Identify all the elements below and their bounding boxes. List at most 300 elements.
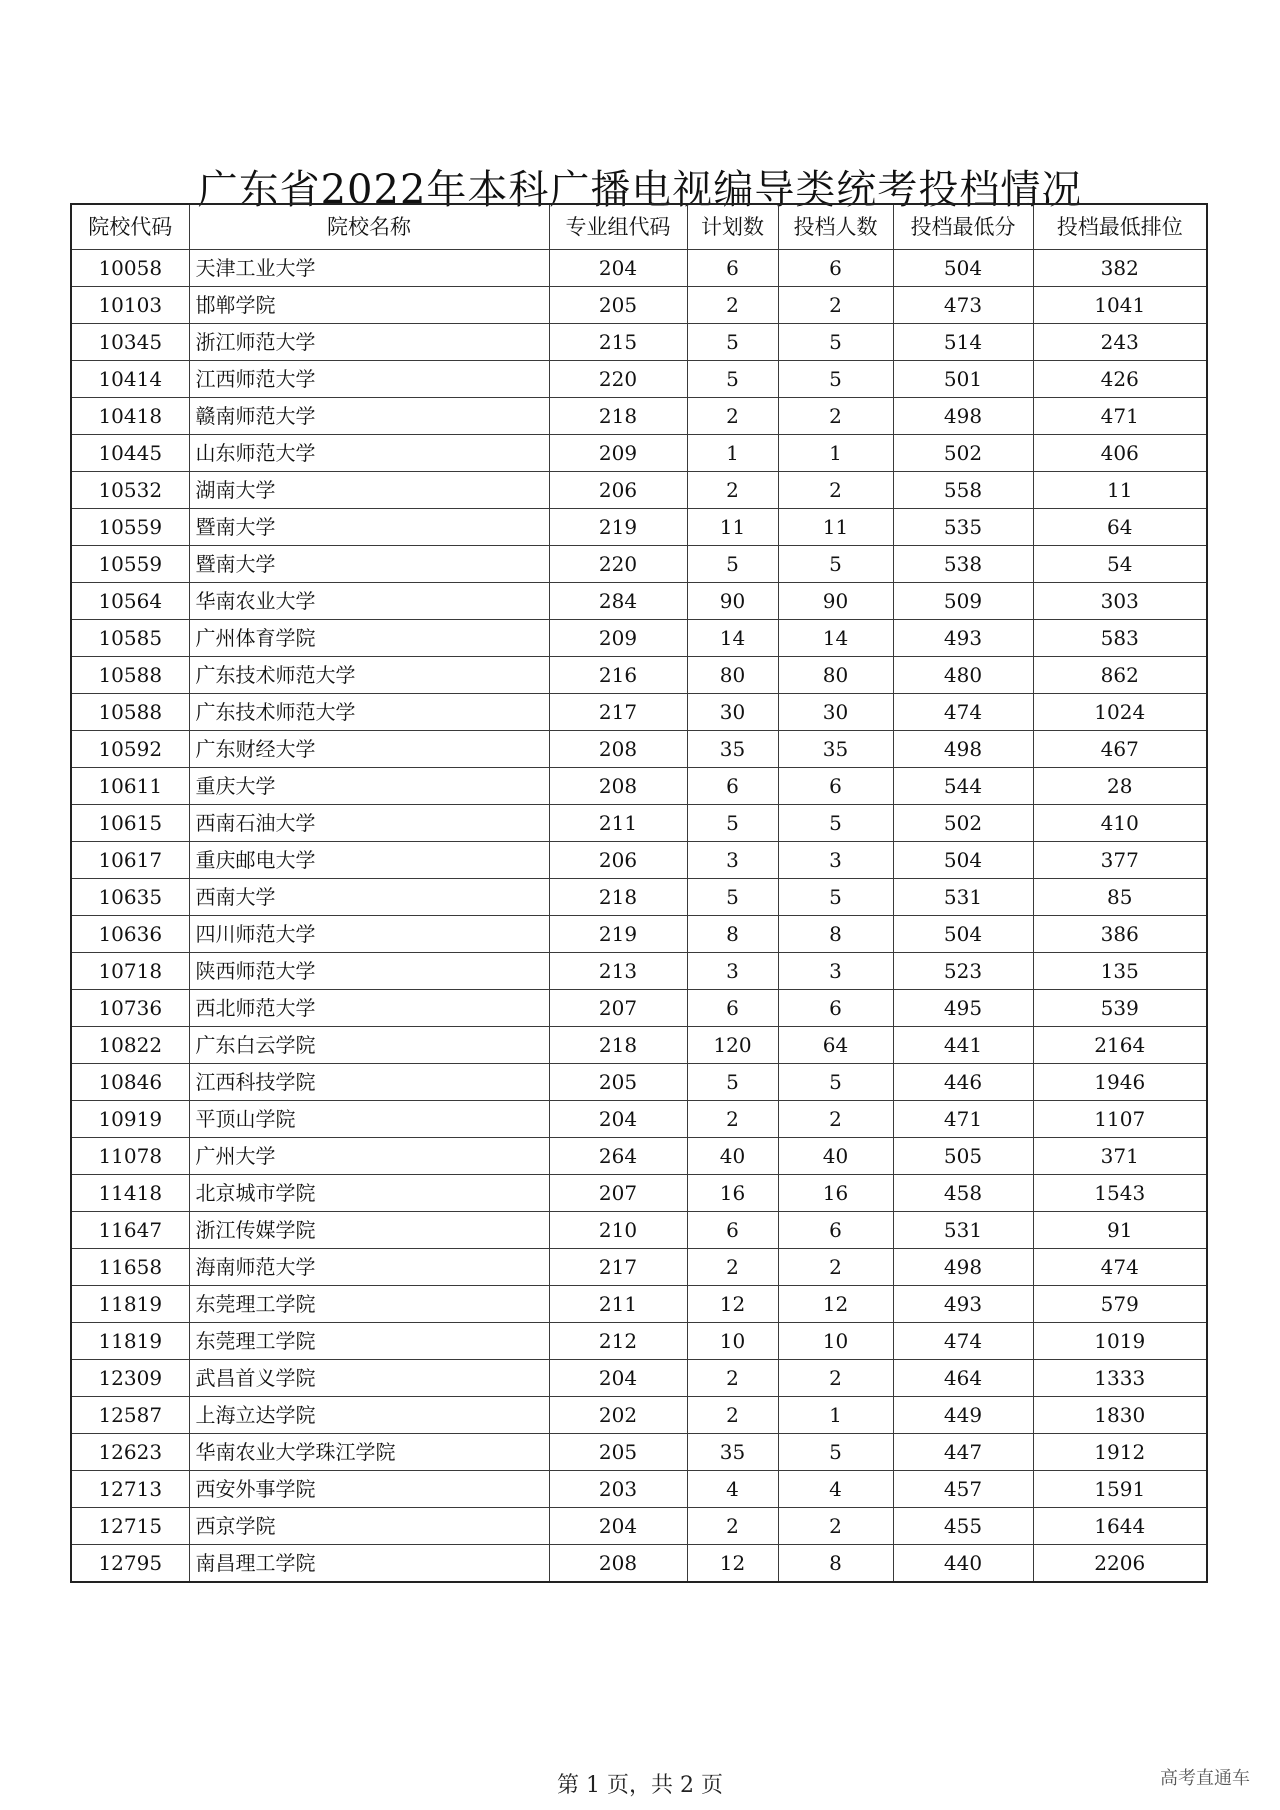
cell-admitted-count: 5 <box>778 805 893 842</box>
cell-plan-count: 6 <box>687 1212 778 1249</box>
cell-school-name: 浙江师范大学 <box>189 324 549 361</box>
cell-min-rank: 539 <box>1033 990 1207 1027</box>
cell-admitted-count: 5 <box>778 1434 893 1471</box>
cell-admitted-count: 3 <box>778 953 893 990</box>
cell-min-score: 498 <box>893 398 1033 435</box>
cell-min-rank: 386 <box>1033 916 1207 953</box>
table-row <box>71 805 1207 842</box>
cell-group-code: 208 <box>549 1545 687 1583</box>
cell-admitted-count: 2 <box>778 398 893 435</box>
cell-min-score: 514 <box>893 324 1033 361</box>
cell-min-rank: 1333 <box>1033 1360 1207 1397</box>
cell-group-code: 220 <box>549 546 687 583</box>
cell-school-name: 西南大学 <box>189 879 549 916</box>
cell-school-name: 重庆大学 <box>189 768 549 805</box>
cell-group-code: 218 <box>549 879 687 916</box>
table-row <box>71 1027 1207 1064</box>
cell-school-name: 西南石油大学 <box>189 805 549 842</box>
cell-min-score: 447 <box>893 1434 1033 1471</box>
brand-watermark: 高考直通车 <box>1160 1768 1250 1789</box>
table-row <box>71 1471 1207 1508</box>
cell-school-name: 天津工业大学 <box>189 250 549 287</box>
table-row <box>71 842 1207 879</box>
cell-admitted-count: 11 <box>778 509 893 546</box>
cell-group-code: 207 <box>549 1175 687 1212</box>
cell-school-name: 平顶山学院 <box>189 1101 549 1138</box>
cell-min-score: 474 <box>893 694 1033 731</box>
cell-plan-count: 80 <box>687 657 778 694</box>
cell-plan-count: 5 <box>687 879 778 916</box>
cell-min-rank: 1946 <box>1033 1064 1207 1101</box>
cell-min-score: 471 <box>893 1101 1033 1138</box>
cell-min-score: 502 <box>893 805 1033 842</box>
cell-school-code: 10822 <box>71 1027 189 1064</box>
cell-admitted-count: 4 <box>778 1471 893 1508</box>
cell-group-code: 211 <box>549 805 687 842</box>
cell-school-code: 10445 <box>71 435 189 472</box>
cell-group-code: 217 <box>549 694 687 731</box>
cell-min-rank: 579 <box>1033 1286 1207 1323</box>
cell-admitted-count: 64 <box>778 1027 893 1064</box>
cell-min-score: 458 <box>893 1175 1033 1212</box>
cell-min-score: 558 <box>893 472 1033 509</box>
admissions-table <box>70 203 1208 1583</box>
cell-min-rank: 1912 <box>1033 1434 1207 1471</box>
cell-min-rank: 1644 <box>1033 1508 1207 1545</box>
cell-school-name: 广州大学 <box>189 1138 549 1175</box>
cell-group-code: 219 <box>549 509 687 546</box>
table-row <box>71 990 1207 1027</box>
cell-min-score: 493 <box>893 1286 1033 1323</box>
cell-school-code: 10736 <box>71 990 189 1027</box>
cell-plan-count: 5 <box>687 805 778 842</box>
cell-school-name: 湖南大学 <box>189 472 549 509</box>
cell-group-code: 204 <box>549 1360 687 1397</box>
cell-min-score: 455 <box>893 1508 1033 1545</box>
table-row <box>71 435 1207 472</box>
cell-plan-count: 35 <box>687 1434 778 1471</box>
cell-plan-count: 12 <box>687 1545 778 1583</box>
cell-min-rank: 2164 <box>1033 1027 1207 1064</box>
cell-group-code: 202 <box>549 1397 687 1434</box>
cell-admitted-count: 5 <box>778 324 893 361</box>
header-admitted-count: 投档人数 <box>778 204 893 250</box>
cell-school-name: 暨南大学 <box>189 509 549 546</box>
cell-school-code: 11819 <box>71 1286 189 1323</box>
cell-admitted-count: 30 <box>778 694 893 731</box>
cell-min-score: 538 <box>893 546 1033 583</box>
cell-min-score: 531 <box>893 1212 1033 1249</box>
cell-min-rank: 1591 <box>1033 1471 1207 1508</box>
table-row <box>71 1138 1207 1175</box>
cell-school-code: 10615 <box>71 805 189 842</box>
cell-plan-count: 2 <box>687 1101 778 1138</box>
cell-plan-count: 120 <box>687 1027 778 1064</box>
cell-school-code: 12587 <box>71 1397 189 1434</box>
cell-admitted-count: 12 <box>778 1286 893 1323</box>
cell-school-name: 赣南师范大学 <box>189 398 549 435</box>
cell-group-code: 220 <box>549 361 687 398</box>
cell-group-code: 212 <box>549 1323 687 1360</box>
cell-min-rank: 1019 <box>1033 1323 1207 1360</box>
cell-school-code: 10636 <box>71 916 189 953</box>
table-row <box>71 731 1207 768</box>
cell-plan-count: 3 <box>687 842 778 879</box>
cell-min-score: 498 <box>893 731 1033 768</box>
header-plan-count: 计划数 <box>687 204 778 250</box>
cell-min-score: 474 <box>893 1323 1033 1360</box>
cell-group-code: 204 <box>549 1508 687 1545</box>
header-school-code: 院校代码 <box>71 204 189 250</box>
cell-min-rank: 382 <box>1033 250 1207 287</box>
cell-school-code: 12795 <box>71 1545 189 1583</box>
cell-admitted-count: 6 <box>778 250 893 287</box>
cell-admitted-count: 35 <box>778 731 893 768</box>
cell-min-rank: 303 <box>1033 583 1207 620</box>
cell-min-score: 495 <box>893 990 1033 1027</box>
table-row <box>71 1360 1207 1397</box>
cell-group-code: 204 <box>549 1101 687 1138</box>
cell-school-name: 上海立达学院 <box>189 1397 549 1434</box>
cell-min-rank: 583 <box>1033 620 1207 657</box>
cell-min-rank: 371 <box>1033 1138 1207 1175</box>
table-row <box>71 509 1207 546</box>
cell-plan-count: 5 <box>687 324 778 361</box>
cell-group-code: 208 <box>549 768 687 805</box>
cell-school-code: 10559 <box>71 509 189 546</box>
cell-school-code: 10588 <box>71 694 189 731</box>
cell-school-name: 海南师范大学 <box>189 1249 549 1286</box>
cell-school-code: 11418 <box>71 1175 189 1212</box>
document-title: 广东省2022年本科广播电视编导类统考投档情况 <box>197 167 1083 213</box>
cell-plan-count: 8 <box>687 916 778 953</box>
cell-min-score: 509 <box>893 583 1033 620</box>
cell-admitted-count: 16 <box>778 1175 893 1212</box>
cell-plan-count: 35 <box>687 731 778 768</box>
cell-min-rank: 862 <box>1033 657 1207 694</box>
cell-school-name: 西京学院 <box>189 1508 549 1545</box>
header-min-rank: 投档最低排位 <box>1033 204 1207 250</box>
cell-school-name: 华南农业大学珠江学院 <box>189 1434 549 1471</box>
table-row <box>71 1175 1207 1212</box>
cell-group-code: 219 <box>549 916 687 953</box>
cell-min-score: 502 <box>893 435 1033 472</box>
cell-plan-count: 6 <box>687 250 778 287</box>
table-row <box>71 657 1207 694</box>
cell-school-name: 四川师范大学 <box>189 916 549 953</box>
cell-school-code: 10592 <box>71 731 189 768</box>
cell-plan-count: 1 <box>687 435 778 472</box>
table-row <box>71 916 1207 953</box>
cell-school-name: 华南农业大学 <box>189 583 549 620</box>
cell-school-name: 重庆邮电大学 <box>189 842 549 879</box>
table-row <box>71 398 1207 435</box>
cell-admitted-count: 3 <box>778 842 893 879</box>
cell-school-name: 西北师范大学 <box>189 990 549 1027</box>
cell-admitted-count: 1 <box>778 1397 893 1434</box>
cell-plan-count: 2 <box>687 1249 778 1286</box>
cell-min-rank: 85 <box>1033 879 1207 916</box>
cell-school-code: 10588 <box>71 657 189 694</box>
cell-group-code: 205 <box>549 287 687 324</box>
cell-school-code: 10103 <box>71 287 189 324</box>
table-header-row <box>71 204 1207 250</box>
page-footer: 第 1 页，共 2 页 <box>557 1773 723 1798</box>
cell-min-rank: 426 <box>1033 361 1207 398</box>
cell-plan-count: 11 <box>687 509 778 546</box>
cell-min-score: 523 <box>893 953 1033 990</box>
cell-school-code: 10559 <box>71 546 189 583</box>
cell-school-name: 南昌理工学院 <box>189 1545 549 1583</box>
cell-school-name: 广东技术师范大学 <box>189 657 549 694</box>
cell-admitted-count: 1 <box>778 435 893 472</box>
cell-group-code: 218 <box>549 1027 687 1064</box>
cell-group-code: 215 <box>549 324 687 361</box>
cell-admitted-count: 2 <box>778 1249 893 1286</box>
table-row <box>71 1249 1207 1286</box>
cell-school-code: 10585 <box>71 620 189 657</box>
table-row <box>71 768 1207 805</box>
table-row <box>71 287 1207 324</box>
cell-school-code: 10345 <box>71 324 189 361</box>
cell-school-code: 10414 <box>71 361 189 398</box>
cell-school-code: 11819 <box>71 1323 189 1360</box>
cell-admitted-count: 2 <box>778 472 893 509</box>
cell-admitted-count: 5 <box>778 1064 893 1101</box>
table-row <box>71 1397 1207 1434</box>
cell-min-rank: 28 <box>1033 768 1207 805</box>
table-row <box>71 1101 1207 1138</box>
cell-school-code: 10611 <box>71 768 189 805</box>
cell-school-name: 广州体育学院 <box>189 620 549 657</box>
cell-min-rank: 54 <box>1033 546 1207 583</box>
table-row <box>71 620 1207 657</box>
cell-admitted-count: 2 <box>778 1101 893 1138</box>
cell-group-code: 216 <box>549 657 687 694</box>
cell-school-name: 北京城市学院 <box>189 1175 549 1212</box>
table-row <box>71 361 1207 398</box>
header-min-score: 投档最低分 <box>893 204 1033 250</box>
cell-group-code: 210 <box>549 1212 687 1249</box>
cell-min-score: 457 <box>893 1471 1033 1508</box>
table-row <box>71 250 1207 287</box>
cell-min-score: 501 <box>893 361 1033 398</box>
cell-group-code: 264 <box>549 1138 687 1175</box>
cell-plan-count: 14 <box>687 620 778 657</box>
table-row <box>71 1434 1207 1471</box>
cell-plan-count: 6 <box>687 990 778 1027</box>
cell-group-code: 205 <box>549 1434 687 1471</box>
header-school-name: 院校名称 <box>189 204 549 250</box>
cell-plan-count: 2 <box>687 1508 778 1545</box>
cell-min-score: 504 <box>893 250 1033 287</box>
cell-admitted-count: 80 <box>778 657 893 694</box>
cell-min-rank: 243 <box>1033 324 1207 361</box>
cell-plan-count: 90 <box>687 583 778 620</box>
cell-school-name: 西安外事学院 <box>189 1471 549 1508</box>
cell-group-code: 209 <box>549 435 687 472</box>
cell-min-rank: 64 <box>1033 509 1207 546</box>
cell-min-rank: 406 <box>1033 435 1207 472</box>
cell-plan-count: 2 <box>687 472 778 509</box>
table-row <box>71 1286 1207 1323</box>
cell-min-score: 446 <box>893 1064 1033 1101</box>
cell-min-rank: 1024 <box>1033 694 1207 731</box>
cell-school-code: 12715 <box>71 1508 189 1545</box>
header-group-code: 专业组代码 <box>549 204 687 250</box>
cell-plan-count: 2 <box>687 1397 778 1434</box>
cell-school-code: 10532 <box>71 472 189 509</box>
cell-school-code: 10418 <box>71 398 189 435</box>
table-row <box>71 546 1207 583</box>
cell-school-name: 江西科技学院 <box>189 1064 549 1101</box>
cell-school-name: 东莞理工学院 <box>189 1286 549 1323</box>
cell-admitted-count: 5 <box>778 361 893 398</box>
cell-group-code: 213 <box>549 953 687 990</box>
cell-min-rank: 11 <box>1033 472 1207 509</box>
table-row <box>71 1064 1207 1101</box>
cell-school-code: 11078 <box>71 1138 189 1175</box>
table-row <box>71 1323 1207 1360</box>
table-row <box>71 583 1207 620</box>
cell-min-rank: 2206 <box>1033 1545 1207 1583</box>
cell-min-rank: 377 <box>1033 842 1207 879</box>
cell-group-code: 203 <box>549 1471 687 1508</box>
cell-school-name: 江西师范大学 <box>189 361 549 398</box>
cell-min-rank: 471 <box>1033 398 1207 435</box>
cell-admitted-count: 2 <box>778 1360 893 1397</box>
cell-min-score: 504 <box>893 916 1033 953</box>
cell-admitted-count: 6 <box>778 1212 893 1249</box>
cell-plan-count: 6 <box>687 768 778 805</box>
cell-min-rank: 467 <box>1033 731 1207 768</box>
cell-plan-count: 5 <box>687 361 778 398</box>
cell-admitted-count: 8 <box>778 1545 893 1583</box>
cell-school-name: 武昌首义学院 <box>189 1360 549 1397</box>
cell-group-code: 209 <box>549 620 687 657</box>
cell-plan-count: 5 <box>687 1064 778 1101</box>
cell-school-name: 广东白云学院 <box>189 1027 549 1064</box>
cell-school-name: 东莞理工学院 <box>189 1323 549 1360</box>
cell-school-code: 10564 <box>71 583 189 620</box>
cell-group-code: 218 <box>549 398 687 435</box>
cell-school-name: 暨南大学 <box>189 546 549 583</box>
cell-plan-count: 2 <box>687 1360 778 1397</box>
cell-school-name: 广东财经大学 <box>189 731 549 768</box>
cell-group-code: 204 <box>549 250 687 287</box>
cell-admitted-count: 14 <box>778 620 893 657</box>
cell-min-score: 544 <box>893 768 1033 805</box>
cell-min-score: 505 <box>893 1138 1033 1175</box>
cell-min-score: 440 <box>893 1545 1033 1583</box>
cell-plan-count: 40 <box>687 1138 778 1175</box>
cell-plan-count: 5 <box>687 546 778 583</box>
cell-school-name: 山东师范大学 <box>189 435 549 472</box>
cell-min-score: 449 <box>893 1397 1033 1434</box>
cell-plan-count: 30 <box>687 694 778 731</box>
cell-admitted-count: 10 <box>778 1323 893 1360</box>
cell-group-code: 205 <box>549 1064 687 1101</box>
cell-school-code: 10919 <box>71 1101 189 1138</box>
cell-school-name: 浙江传媒学院 <box>189 1212 549 1249</box>
cell-admitted-count: 5 <box>778 879 893 916</box>
cell-plan-count: 16 <box>687 1175 778 1212</box>
cell-admitted-count: 5 <box>778 546 893 583</box>
cell-school-code: 11658 <box>71 1249 189 1286</box>
table-row <box>71 472 1207 509</box>
table-row <box>71 694 1207 731</box>
cell-school-name: 邯郸学院 <box>189 287 549 324</box>
cell-plan-count: 10 <box>687 1323 778 1360</box>
cell-plan-count: 4 <box>687 1471 778 1508</box>
cell-min-score: 473 <box>893 287 1033 324</box>
cell-group-code: 206 <box>549 842 687 879</box>
cell-plan-count: 2 <box>687 398 778 435</box>
cell-min-score: 493 <box>893 620 1033 657</box>
cell-min-score: 531 <box>893 879 1033 916</box>
cell-school-code: 12623 <box>71 1434 189 1471</box>
cell-min-rank: 1107 <box>1033 1101 1207 1138</box>
table-row <box>71 1508 1207 1545</box>
cell-min-rank: 91 <box>1033 1212 1207 1249</box>
cell-group-code: 206 <box>549 472 687 509</box>
table-row <box>71 879 1207 916</box>
cell-school-code: 10058 <box>71 250 189 287</box>
cell-admitted-count: 2 <box>778 1508 893 1545</box>
cell-min-score: 504 <box>893 842 1033 879</box>
cell-min-rank: 474 <box>1033 1249 1207 1286</box>
table-row <box>71 1545 1207 1583</box>
cell-min-rank: 410 <box>1033 805 1207 842</box>
cell-school-name: 广东技术师范大学 <box>189 694 549 731</box>
table-body <box>71 250 1207 1583</box>
cell-group-code: 217 <box>549 1249 687 1286</box>
cell-school-code: 10718 <box>71 953 189 990</box>
cell-min-score: 535 <box>893 509 1033 546</box>
cell-group-code: 284 <box>549 583 687 620</box>
cell-admitted-count: 40 <box>778 1138 893 1175</box>
cell-min-score: 480 <box>893 657 1033 694</box>
cell-school-code: 11647 <box>71 1212 189 1249</box>
cell-min-rank: 1543 <box>1033 1175 1207 1212</box>
cell-min-score: 441 <box>893 1027 1033 1064</box>
cell-min-score: 464 <box>893 1360 1033 1397</box>
cell-plan-count: 3 <box>687 953 778 990</box>
cell-group-code: 208 <box>549 731 687 768</box>
cell-school-code: 10617 <box>71 842 189 879</box>
table-row <box>71 324 1207 361</box>
table-row <box>71 953 1207 990</box>
cell-admitted-count: 6 <box>778 768 893 805</box>
cell-admitted-count: 90 <box>778 583 893 620</box>
cell-school-name: 陕西师范大学 <box>189 953 549 990</box>
cell-school-code: 10846 <box>71 1064 189 1101</box>
cell-school-code: 10635 <box>71 879 189 916</box>
cell-min-score: 498 <box>893 1249 1033 1286</box>
cell-admitted-count: 6 <box>778 990 893 1027</box>
cell-plan-count: 2 <box>687 287 778 324</box>
cell-min-rank: 1830 <box>1033 1397 1207 1434</box>
table-row <box>71 1212 1207 1249</box>
cell-school-code: 12309 <box>71 1360 189 1397</box>
cell-plan-count: 12 <box>687 1286 778 1323</box>
cell-school-code: 12713 <box>71 1471 189 1508</box>
cell-min-rank: 1041 <box>1033 287 1207 324</box>
cell-admitted-count: 8 <box>778 916 893 953</box>
cell-group-code: 211 <box>549 1286 687 1323</box>
cell-min-rank: 135 <box>1033 953 1207 990</box>
cell-group-code: 207 <box>549 990 687 1027</box>
